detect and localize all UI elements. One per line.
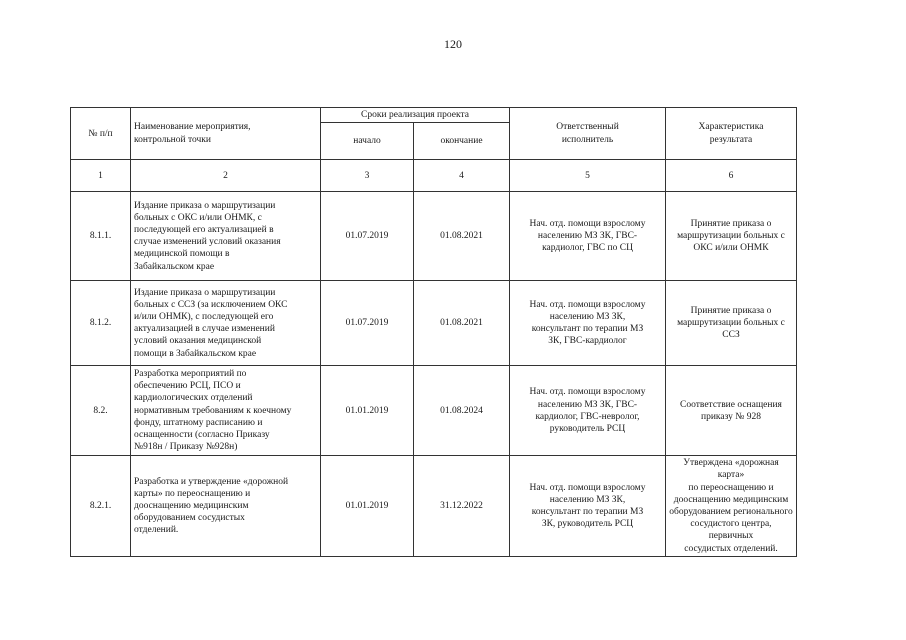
header-name: Наименование мероприятия, контрольной точки xyxy=(131,108,321,160)
column-number: 2 xyxy=(131,160,321,192)
result-description: Соответствие оснащения приказу № 928 xyxy=(666,366,797,456)
table-row xyxy=(71,281,797,366)
end-date: 01.08.2021 xyxy=(414,192,510,281)
column-number: 1 xyxy=(71,160,131,192)
start-date: 01.07.2019 xyxy=(321,281,414,366)
responsible-executor: Нач. отд. помощи взрослому населению МЗ ЗК, консультант по терапии МЗ ЗК, ГВС-кардиолог xyxy=(510,281,666,366)
table-row xyxy=(71,366,797,456)
table-row xyxy=(71,456,797,557)
result-description: Принятие приказа о маршрутизации больных с ОКС и/или ОНМК xyxy=(666,192,797,281)
header-num: № п/п xyxy=(71,108,131,160)
end-date: 01.08.2024 xyxy=(414,366,510,456)
column-number: 5 xyxy=(510,160,666,192)
end-date: 01.08.2021 xyxy=(414,281,510,366)
responsible-executor: Нач. отд. помощи взрослому населению МЗ ЗК, ГВС- кардиолог, ГВС-невролог, руководитель РСЦ xyxy=(510,366,666,456)
project-plan-table xyxy=(70,107,797,557)
header-start: начало xyxy=(321,123,414,160)
column-number: 6 xyxy=(666,160,797,192)
activity-name: Издание приказа о маршрутизации больных с ССЗ (за исключением ОКС и/или ОНМК), с последующей его актуализацией в случае изменений условий оказания медицинской помощи в Забайкальском крае xyxy=(131,281,321,366)
column-number: 4 xyxy=(414,160,510,192)
responsible-executor: Нач. отд. помощи взрослому населению МЗ ЗК, ГВС- кардиолог, ГВС по СЦ xyxy=(510,192,666,281)
start-date: 01.01.2019 xyxy=(321,456,414,557)
row-number: 8.2.1. xyxy=(71,456,131,557)
table-row xyxy=(71,192,797,281)
header-responsible: Ответственный исполнитель xyxy=(510,108,666,160)
column-number-row xyxy=(71,160,797,192)
start-date: 01.01.2019 xyxy=(321,366,414,456)
start-date: 01.07.2019 xyxy=(321,192,414,281)
row-number: 8.2. xyxy=(71,366,131,456)
result-description: Принятие приказа о маршрутизации больных с ССЗ xyxy=(666,281,797,366)
end-date: 31.12.2022 xyxy=(414,456,510,557)
page-number: 120 xyxy=(444,37,462,51)
responsible-executor: Нач. отд. помощи взрослому населению МЗ ЗК, консультант по терапии МЗ ЗК, руководитель РСЦ xyxy=(510,456,666,557)
activity-name: Издание приказа о маршрутизации больных с ОКС и/или ОНМК, с последующей его актуализацией в случае изменений условий оказания медицинской помощи в Забайкальском крае xyxy=(131,192,321,281)
header-end: окончание xyxy=(414,123,510,160)
header-result: Характеристика результата xyxy=(666,108,797,160)
activity-name: Разработка мероприятий по обеспечению РСЦ, ПСО и кардиологических отделений нормативным требованиям к коечному фонду, штатному расписанию и оснащенности (согласно Приказу №918н / Приказу №928н) xyxy=(131,366,321,456)
row-number: 8.1.2. xyxy=(71,281,131,366)
column-number: 3 xyxy=(321,160,414,192)
row-number: 8.1.1. xyxy=(71,192,131,281)
result-description: Утверждена «дорожная карта» по переоснащению и дооснащению медицинским оборудованием регионального сосудистого центра, первичных сосудистых отделений. xyxy=(666,456,797,557)
header-row-top xyxy=(71,108,797,123)
activity-name: Разработка и утверждение «дорожной карты» по переоснащению и дооснащению медицинским оборудованием сосудистых отделений. xyxy=(131,456,321,557)
header-dates-group: Сроки реализация проекта xyxy=(321,108,510,123)
